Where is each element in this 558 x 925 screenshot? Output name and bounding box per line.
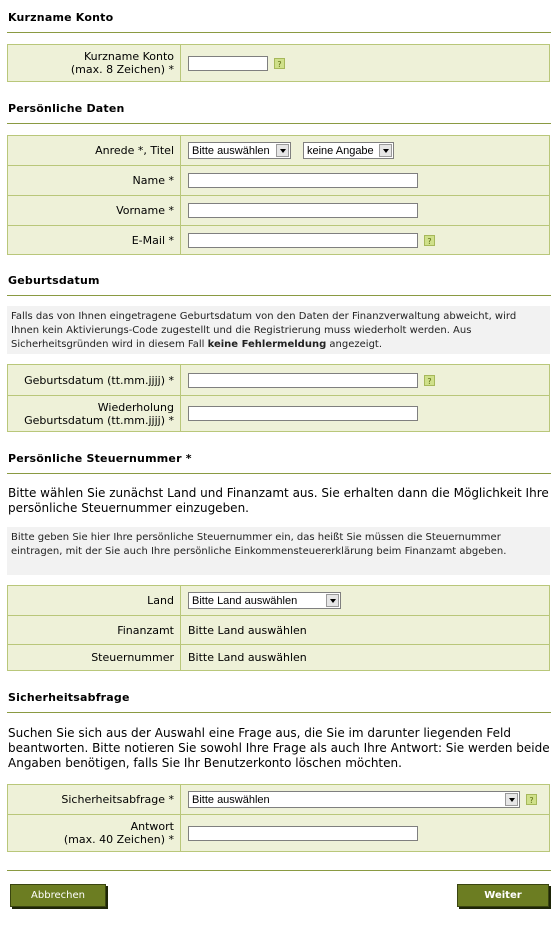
field-label-vorname: Vorname *: [8, 196, 181, 225]
form-row-geburtsdatum: [8, 365, 549, 395]
form-box-sicherheit: [7, 784, 550, 852]
anrede-select[interactable]: [188, 142, 291, 159]
field-label-email: E-Mail *: [8, 226, 181, 254]
field-label-steuernummer: Steuernummer: [8, 645, 181, 670]
divider: [7, 712, 551, 713]
kurzname-input[interactable]: [188, 56, 268, 71]
chevron-down-icon: [326, 594, 339, 607]
form-row-antwort: [8, 814, 549, 851]
label-line: Geburtsdatum (tt.mm.jjjj) *: [24, 413, 174, 427]
vorname-input[interactable]: [188, 203, 418, 218]
section-title-geburtsdatum: Geburtsdatum: [8, 274, 100, 287]
cancel-button[interactable]: Abbrechen: [10, 884, 106, 907]
field-label-sicherheitsabfrage: Sicherheitsabfrage *: [8, 785, 181, 814]
field-label-kurzname: [8, 45, 181, 81]
geburtsdatum-input[interactable]: [188, 373, 418, 388]
form-box-geburtsdatum: [7, 364, 550, 432]
form-row-kurzname: [8, 45, 549, 81]
form-row-email: [8, 225, 549, 254]
select-value: Bitte Land auswählen: [192, 594, 298, 607]
form-row-name: [8, 165, 549, 195]
info-text-geburtsdatum: [7, 306, 550, 354]
form-box-persoenlich: [7, 135, 550, 255]
select-value: keine Angabe: [307, 144, 374, 157]
antwort-input[interactable]: [188, 826, 418, 841]
field-label-antwort: [8, 815, 181, 851]
divider: [7, 32, 551, 33]
info-text-end: angezeigt.: [329, 339, 383, 350]
intro-text-steuernummer: Bitte wählen Sie zunächst Land und Finanzamt aus. Sie erhalten dann die Möglichkeit Ihre persönliche Steuernummer einzugeben.: [8, 486, 549, 515]
divider: [7, 473, 551, 474]
next-button[interactable]: Weiter: [457, 884, 549, 907]
help-icon[interactable]: ?: [274, 58, 285, 69]
section-title-steuernummer: Persönliche Steuernummer *: [8, 452, 192, 465]
info-text: Falls das von Ihnen eingetragene Geburtsdatum von den Daten der Finanzverwaltung abweicht, wird Ihnen kein Aktivierungs-Code zugestellt und die Registrierung muss wiederholt werden. Aus Sicherheitsgründen wird in diesem Fall: [11, 311, 517, 350]
field-label-finanzamt: Finanzamt: [8, 616, 181, 644]
select-value: Bitte auswählen: [192, 144, 270, 157]
field-label-geburtsdatum-wiederholung: [8, 396, 181, 431]
section-title-kurzname: Kurzname Konto: [8, 11, 114, 24]
label-line: Antwort: [130, 820, 174, 833]
field-label-anrede: Anrede *, Titel: [8, 136, 181, 165]
land-select[interactable]: [188, 592, 341, 609]
form-row-land: [8, 586, 549, 615]
form-row-steuernummer: [8, 644, 549, 670]
section-title-persoenlich: Persönliche Daten: [8, 102, 125, 115]
name-input[interactable]: [188, 173, 418, 188]
sicherheitsabfrage-select[interactable]: [188, 791, 520, 808]
divider: [7, 295, 551, 296]
label-line: (max. 8 Zeichen) *: [70, 63, 174, 76]
help-icon[interactable]: ?: [526, 794, 537, 805]
label-line: (max. 40 Zeichen) *: [63, 833, 174, 846]
field-label-land: Land: [8, 586, 181, 615]
geburtsdatum-repeat-input[interactable]: [188, 406, 418, 421]
chevron-down-icon: [505, 793, 518, 806]
form-row-finanzamt: [8, 615, 549, 644]
info-bold-text: keine Fehlermeldung: [207, 339, 327, 350]
form-box-steuernummer: [7, 585, 550, 671]
form-box-kurzname: [7, 44, 550, 82]
form-row-sicherheitsabfrage: [8, 785, 549, 814]
field-label-name: Name *: [8, 166, 181, 195]
form-row-vorname: [8, 195, 549, 225]
chevron-down-icon: [379, 144, 392, 157]
finanzamt-value: Bitte Land auswählen: [188, 623, 307, 637]
divider: [7, 123, 551, 124]
steuernummer-value: Bitte Land auswählen: [188, 651, 307, 664]
form-row-anrede: [8, 136, 549, 165]
intro-text-sicherheit: Suchen Sie sich aus der Auswahl eine Frage aus, die Sie im darunter liegenden Feld beantworten. Bitte notieren Sie sowohl Ihre Frage als auch Ihre Antwort: Sie werden beide Angaben benötigen, falls Sie Ihr Benutzerkonto löschen möchten.: [8, 726, 550, 770]
chevron-down-icon: [276, 144, 289, 157]
info-text-steuernummer: Bitte geben Sie hier Ihre persönliche Steuernummer ein, das heißt Sie müssen die Steuernummer eintragen, mit der Sie auch Ihre persönliche Einkommensteuererklärung beim Finanzamt abgeben.: [7, 527, 550, 575]
label-line: Wiederholung: [97, 400, 174, 414]
divider: [7, 870, 551, 871]
field-label-geburtsdatum: Geburtsdatum (tt.mm.jjjj) *: [8, 365, 181, 395]
form-row-geburtsdatum-wiederholung: [8, 395, 549, 431]
label-line: Kurzname Konto: [83, 50, 174, 63]
email-input[interactable]: [188, 233, 418, 248]
help-icon[interactable]: ?: [424, 375, 435, 386]
select-value: Bitte auswählen: [192, 793, 270, 806]
help-icon[interactable]: ?: [424, 235, 435, 246]
titel-select[interactable]: [303, 142, 394, 159]
section-title-sicherheit: Sicherheitsabfrage: [8, 691, 130, 704]
